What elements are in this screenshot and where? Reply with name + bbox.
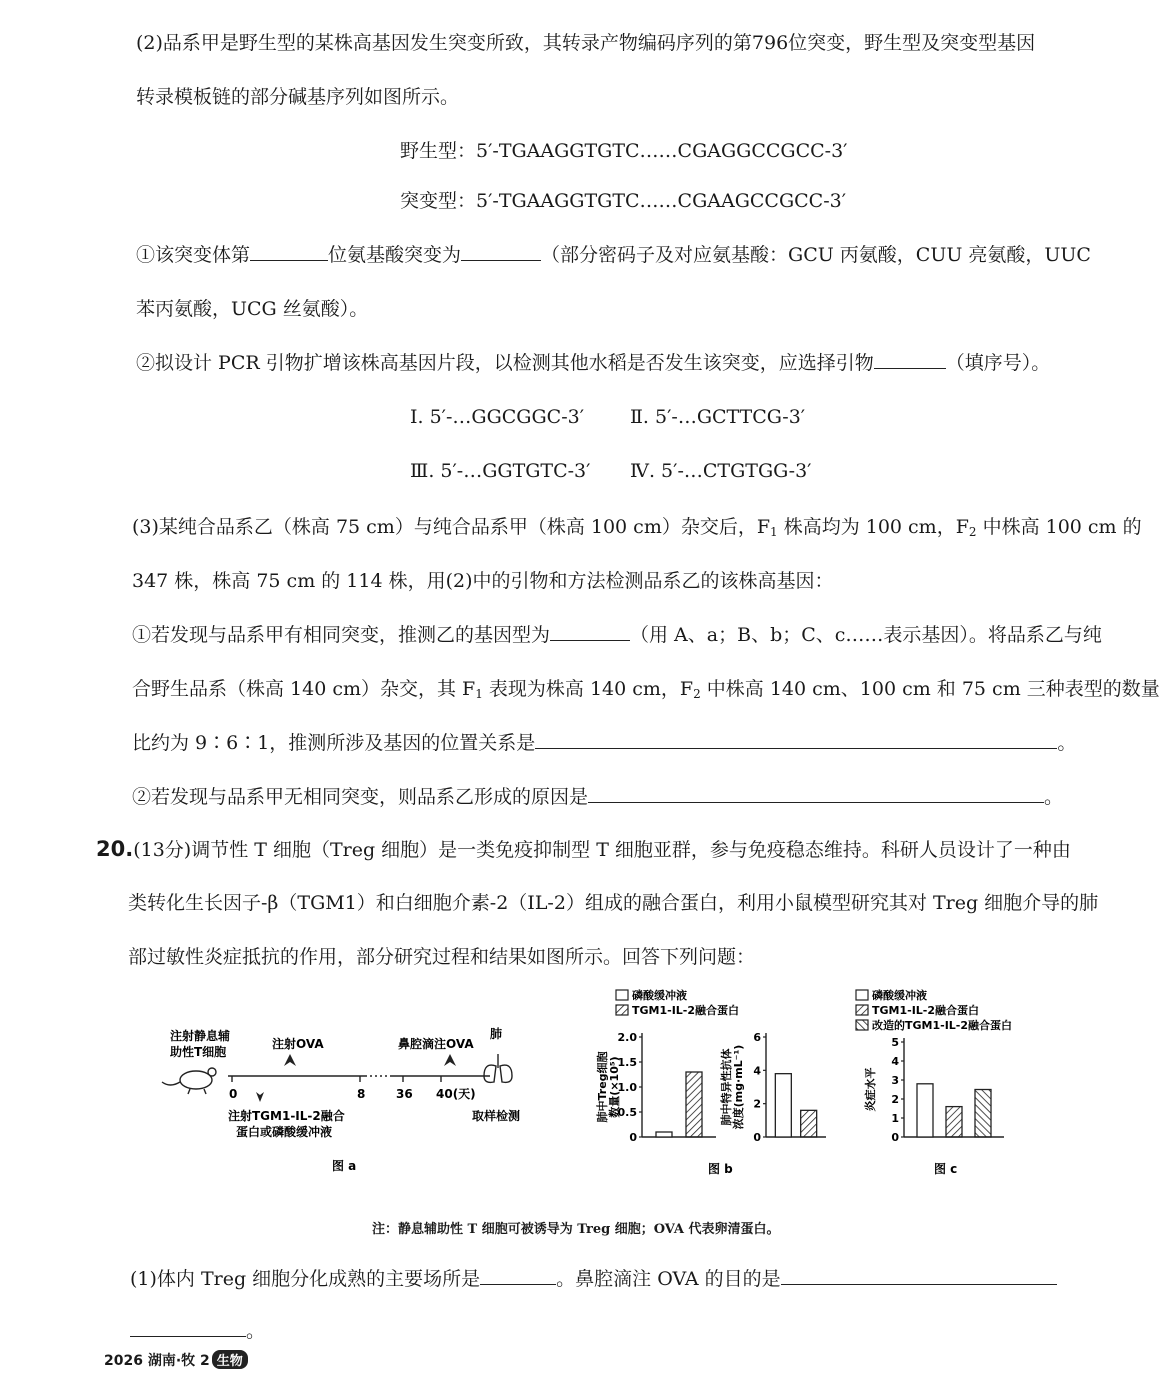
mouse-icon — [162, 1068, 216, 1094]
legend-c-swatch-buffer — [856, 990, 868, 1000]
arrow-down-icon — [284, 1054, 296, 1066]
y-tick-label-2-4: 4 — [891, 1055, 899, 1068]
y-tick-label-0-3: 1.5 — [617, 1056, 637, 1069]
arrow-up-icon — [256, 1092, 264, 1102]
subject-badge: 生物 — [212, 1350, 248, 1369]
answer-blank-primer[interactable] — [874, 350, 946, 369]
tick-8: 8 — [357, 1087, 366, 1101]
fig-a-lung: 肺 — [490, 1027, 503, 1041]
q3-line1-c: 中株高 100 cm 的 — [976, 516, 1142, 538]
q3-line5-a: 比约为 9∶6∶1，推测所涉及基因的位置关系是 — [132, 732, 536, 754]
legend-c-buffer: 磷酸缓冲液 — [872, 989, 927, 1002]
legend-buffer: 磷酸缓冲液 — [632, 989, 687, 1002]
fig-a-inject-protein-2: 蛋白或磷酸缓冲液 — [236, 1125, 333, 1139]
y-tick-label-1-3: 6 — [753, 1031, 761, 1044]
figure-b — [580, 985, 830, 1180]
q20-line3: 部过敏性炎症抵抗的作用，部分研究过程和结果如图所示。回答下列问题： — [128, 946, 756, 968]
answer-blank-position[interactable] — [250, 242, 328, 261]
q20-line2: 类转化生长因子-β（TGM1）和白细胞介素-2（IL-2）组成的融合蛋白，利用小鼠模型研究其对 Treg 细胞介导的肺 — [128, 892, 1099, 914]
page-footer — [104, 1350, 248, 1370]
y-tick-label-2-3: 3 — [891, 1074, 899, 1087]
y-tick-label-0-1: 0.5 — [617, 1106, 637, 1119]
sub-1: 1 — [770, 525, 778, 539]
q20-sub1-text-c: 。 — [246, 1320, 266, 1342]
q3-line1-a: (3)某纯合品系乙（株高 75 cm）与纯合品系甲（株高 100 cm）杂交后，F — [132, 516, 771, 538]
answer-blank-purpose[interactable] — [781, 1266, 1057, 1285]
answer-blank-amino-acid[interactable] — [461, 242, 541, 261]
answer-blank-cause[interactable] — [588, 784, 1044, 803]
primer-2: Ⅱ. 5′-…GCTTCG-3′ — [630, 406, 806, 428]
y-tick-label-2-2: 2 — [891, 1093, 899, 1106]
primer-3: Ⅲ. 5′-…GGTGTC-3′ — [410, 460, 591, 482]
primer-4: Ⅳ. 5′-…CTGTGG-3′ — [630, 460, 812, 482]
y-label-0-0: 肺中Treg细胞 — [596, 1051, 609, 1123]
q2-sub2-line — [136, 350, 1050, 376]
q2-sub2-text-b: （填序号）。 — [945, 352, 1051, 374]
primer-1: Ⅰ. 5′-…GGCGGC-3′ — [410, 406, 585, 428]
bar-0-0 — [656, 1132, 672, 1137]
y-tick-label-2-0: 0 — [891, 1131, 899, 1144]
fig-a-inject-cells-2: 助性T细胞 — [170, 1045, 227, 1059]
q3-line2: 347 株，株高 75 cm 的 114 株，用(2)中的引物和方法检测品系乙的该株高基因： — [132, 570, 834, 592]
fig-a-inject-protein-1: 注射TGM1-IL-2融合 — [228, 1109, 345, 1123]
q2-sub2-text-a: ②拟设计 PCR 引物扩增该株高基因片段，以检测其他水稻是否发生该突变，应选择引物 — [136, 352, 874, 374]
figure-a — [160, 1020, 550, 1180]
bar-1-0 — [775, 1074, 791, 1137]
figure-c — [848, 985, 1048, 1180]
chart-b2 — [719, 1031, 826, 1144]
q3-line4-b: 表现为株高 140 cm，F — [482, 678, 694, 700]
legend-c-swatch-fusion — [856, 1005, 868, 1015]
y-tick-label-0-2: 1.0 — [617, 1081, 637, 1094]
q2-sub1-text-c: （部分密码子及对应氨基酸：GCU 丙氨酸，CUU 亮氨酸，UUC — [541, 244, 1091, 266]
bar-2-2 — [975, 1090, 991, 1138]
figure-b-caption: 图 b — [708, 1162, 733, 1176]
tick-40: 40(天) — [436, 1087, 476, 1101]
q3-sub1-text-a: ①若发现与品系甲有相同突变，推测乙的基因型为 — [132, 624, 551, 646]
y-tick-label-1-1: 2 — [753, 1097, 761, 1111]
q3-sub1-line2 — [132, 676, 1160, 707]
arrow-down-icon-2 — [444, 1054, 456, 1066]
answer-blank-purpose-cont[interactable] — [130, 1318, 246, 1337]
legend-c-modified: 改造的TGM1-IL-2融合蛋白 — [872, 1019, 1013, 1032]
q3-line1 — [132, 514, 1142, 545]
wild-type-sequence: 野生型：5′-TGAAGGTGTC……CGAGGCCGCC-3′ — [400, 140, 848, 162]
legend-swatch-fusion — [616, 1005, 628, 1015]
tick-0: 0 — [229, 1087, 238, 1101]
q2-sub1-line2: 苯丙氨酸，UCG 丝氨酸）。 — [136, 298, 369, 320]
q3-sub1-text-b: （用 A、a；B、b；C、c……表示基因）。将品系乙与纯 — [630, 624, 1102, 646]
q2-line2: 转录模板链的部分碱基序列如图所示。 — [136, 86, 460, 108]
question-number-20: 20. — [96, 837, 134, 861]
q3-line6-a: ②若发现与品系甲无相同突变，则品系乙形成的原因是 — [132, 786, 589, 808]
bar-2-0 — [917, 1084, 933, 1137]
fig-a-sample: 取样检测 — [472, 1109, 521, 1123]
fig-a-nasal: 鼻腔滴注OVA — [398, 1037, 474, 1051]
answer-blank-gene-position[interactable] — [535, 730, 1057, 749]
q3-line4-a: 合野生品系（株高 140 cm）杂交，其 F — [132, 678, 476, 700]
q20-sub1-line — [130, 1266, 1057, 1292]
bar-2-1 — [946, 1107, 962, 1137]
q2-sub1-line1 — [136, 242, 1091, 268]
q20-line1-text: (13分)调节性 T 细胞（Treg 细胞）是一类免疫抑制型 T 细胞亚群，参与免疫稳态维持。科研人员设计了一种由 — [133, 839, 1071, 861]
y-label-0-1: 数量(×10⁵) — [608, 1056, 621, 1118]
y-tick-label-1-2: 4 — [753, 1064, 761, 1078]
sub-2: 2 — [968, 525, 977, 539]
mutant-sequence: 突变型：5′-TGAAGGTGTC……CGAAGCCGCC-3′ — [400, 190, 847, 212]
fig-a-inject-ova: 注射OVA — [272, 1037, 324, 1051]
q3-sub1-line3 — [132, 730, 1076, 756]
answer-blank-genotype[interactable] — [550, 622, 630, 641]
q2-sub1-text-b: 位氨基酸突变为 — [328, 244, 462, 266]
q2-line1: (2)品系甲是野生型的某株高基因发生突变所致，其转录产物编码序列的第796位突变，野生型及突变型基因 — [136, 32, 1036, 54]
y-tick-label-0-4: 2.0 — [617, 1031, 637, 1044]
y-tick-label-0-0: 0 — [629, 1131, 637, 1144]
legend-c-fusion: TGM1-IL-2融合蛋白 — [872, 1004, 980, 1017]
q20-sub1-text-a: (1)体内 Treg 细胞分化成熟的主要场所是 — [130, 1268, 481, 1290]
bar-0-1 — [686, 1072, 702, 1137]
q3-line6-b: 。 — [1044, 786, 1064, 808]
answer-blank-site[interactable] — [480, 1266, 556, 1285]
tick-36: 36 — [396, 1087, 413, 1101]
footer-text: 2026 湖南·牧 2 — [104, 1353, 210, 1369]
y-tick-label-1-0: 0 — [753, 1131, 761, 1144]
figure-c-caption: 图 c — [934, 1162, 958, 1176]
sub-2b: 2 — [693, 687, 701, 701]
q3-sub1-line1 — [132, 622, 1102, 648]
y-label-1-0: 肺中特异性抗体 — [720, 1048, 733, 1126]
legend-swatch-buffer — [616, 990, 628, 1000]
q20-sub1-line2 — [130, 1318, 265, 1344]
bar-1-1 — [801, 1110, 817, 1137]
q2-sub1-text-a: ①该突变体第 — [136, 244, 251, 266]
y-tick-label-2-1: 1 — [891, 1112, 899, 1125]
legend-c-swatch-modified — [856, 1020, 868, 1030]
y-label-2-0: 炎症水平 — [864, 1067, 877, 1112]
q3-line1-b: 株高均为 100 cm，F — [777, 516, 969, 538]
q3-sub2-line — [132, 784, 1063, 810]
legend-fusion: TGM1-IL-2融合蛋白 — [632, 1004, 740, 1017]
lung-icon — [484, 1054, 512, 1082]
figure-note: 注：静息辅助性 T 细胞可被诱导为 Treg 细胞；OVA 代表卵清蛋白。 — [372, 1222, 780, 1237]
figure-a-caption: 图 a — [332, 1159, 357, 1173]
q3-line5-b: 。 — [1057, 732, 1077, 754]
chart-b1 — [595, 1031, 716, 1144]
q20-line1 — [96, 836, 1071, 863]
sub-1b: 1 — [475, 687, 483, 701]
q20-sub1-text-b: 。鼻腔滴注 OVA 的目的是 — [556, 1268, 781, 1290]
y-tick-label-2-5: 5 — [891, 1036, 899, 1049]
chart-c — [863, 1036, 1004, 1144]
y-label-1-1: 浓度(mg·mL⁻¹) — [732, 1044, 745, 1130]
q3-line4-c: 中株高 140 cm、100 cm 和 75 cm 三种表型的数量 — [700, 678, 1160, 700]
fig-a-inject-cells-1: 注射静息辅 — [170, 1029, 231, 1043]
